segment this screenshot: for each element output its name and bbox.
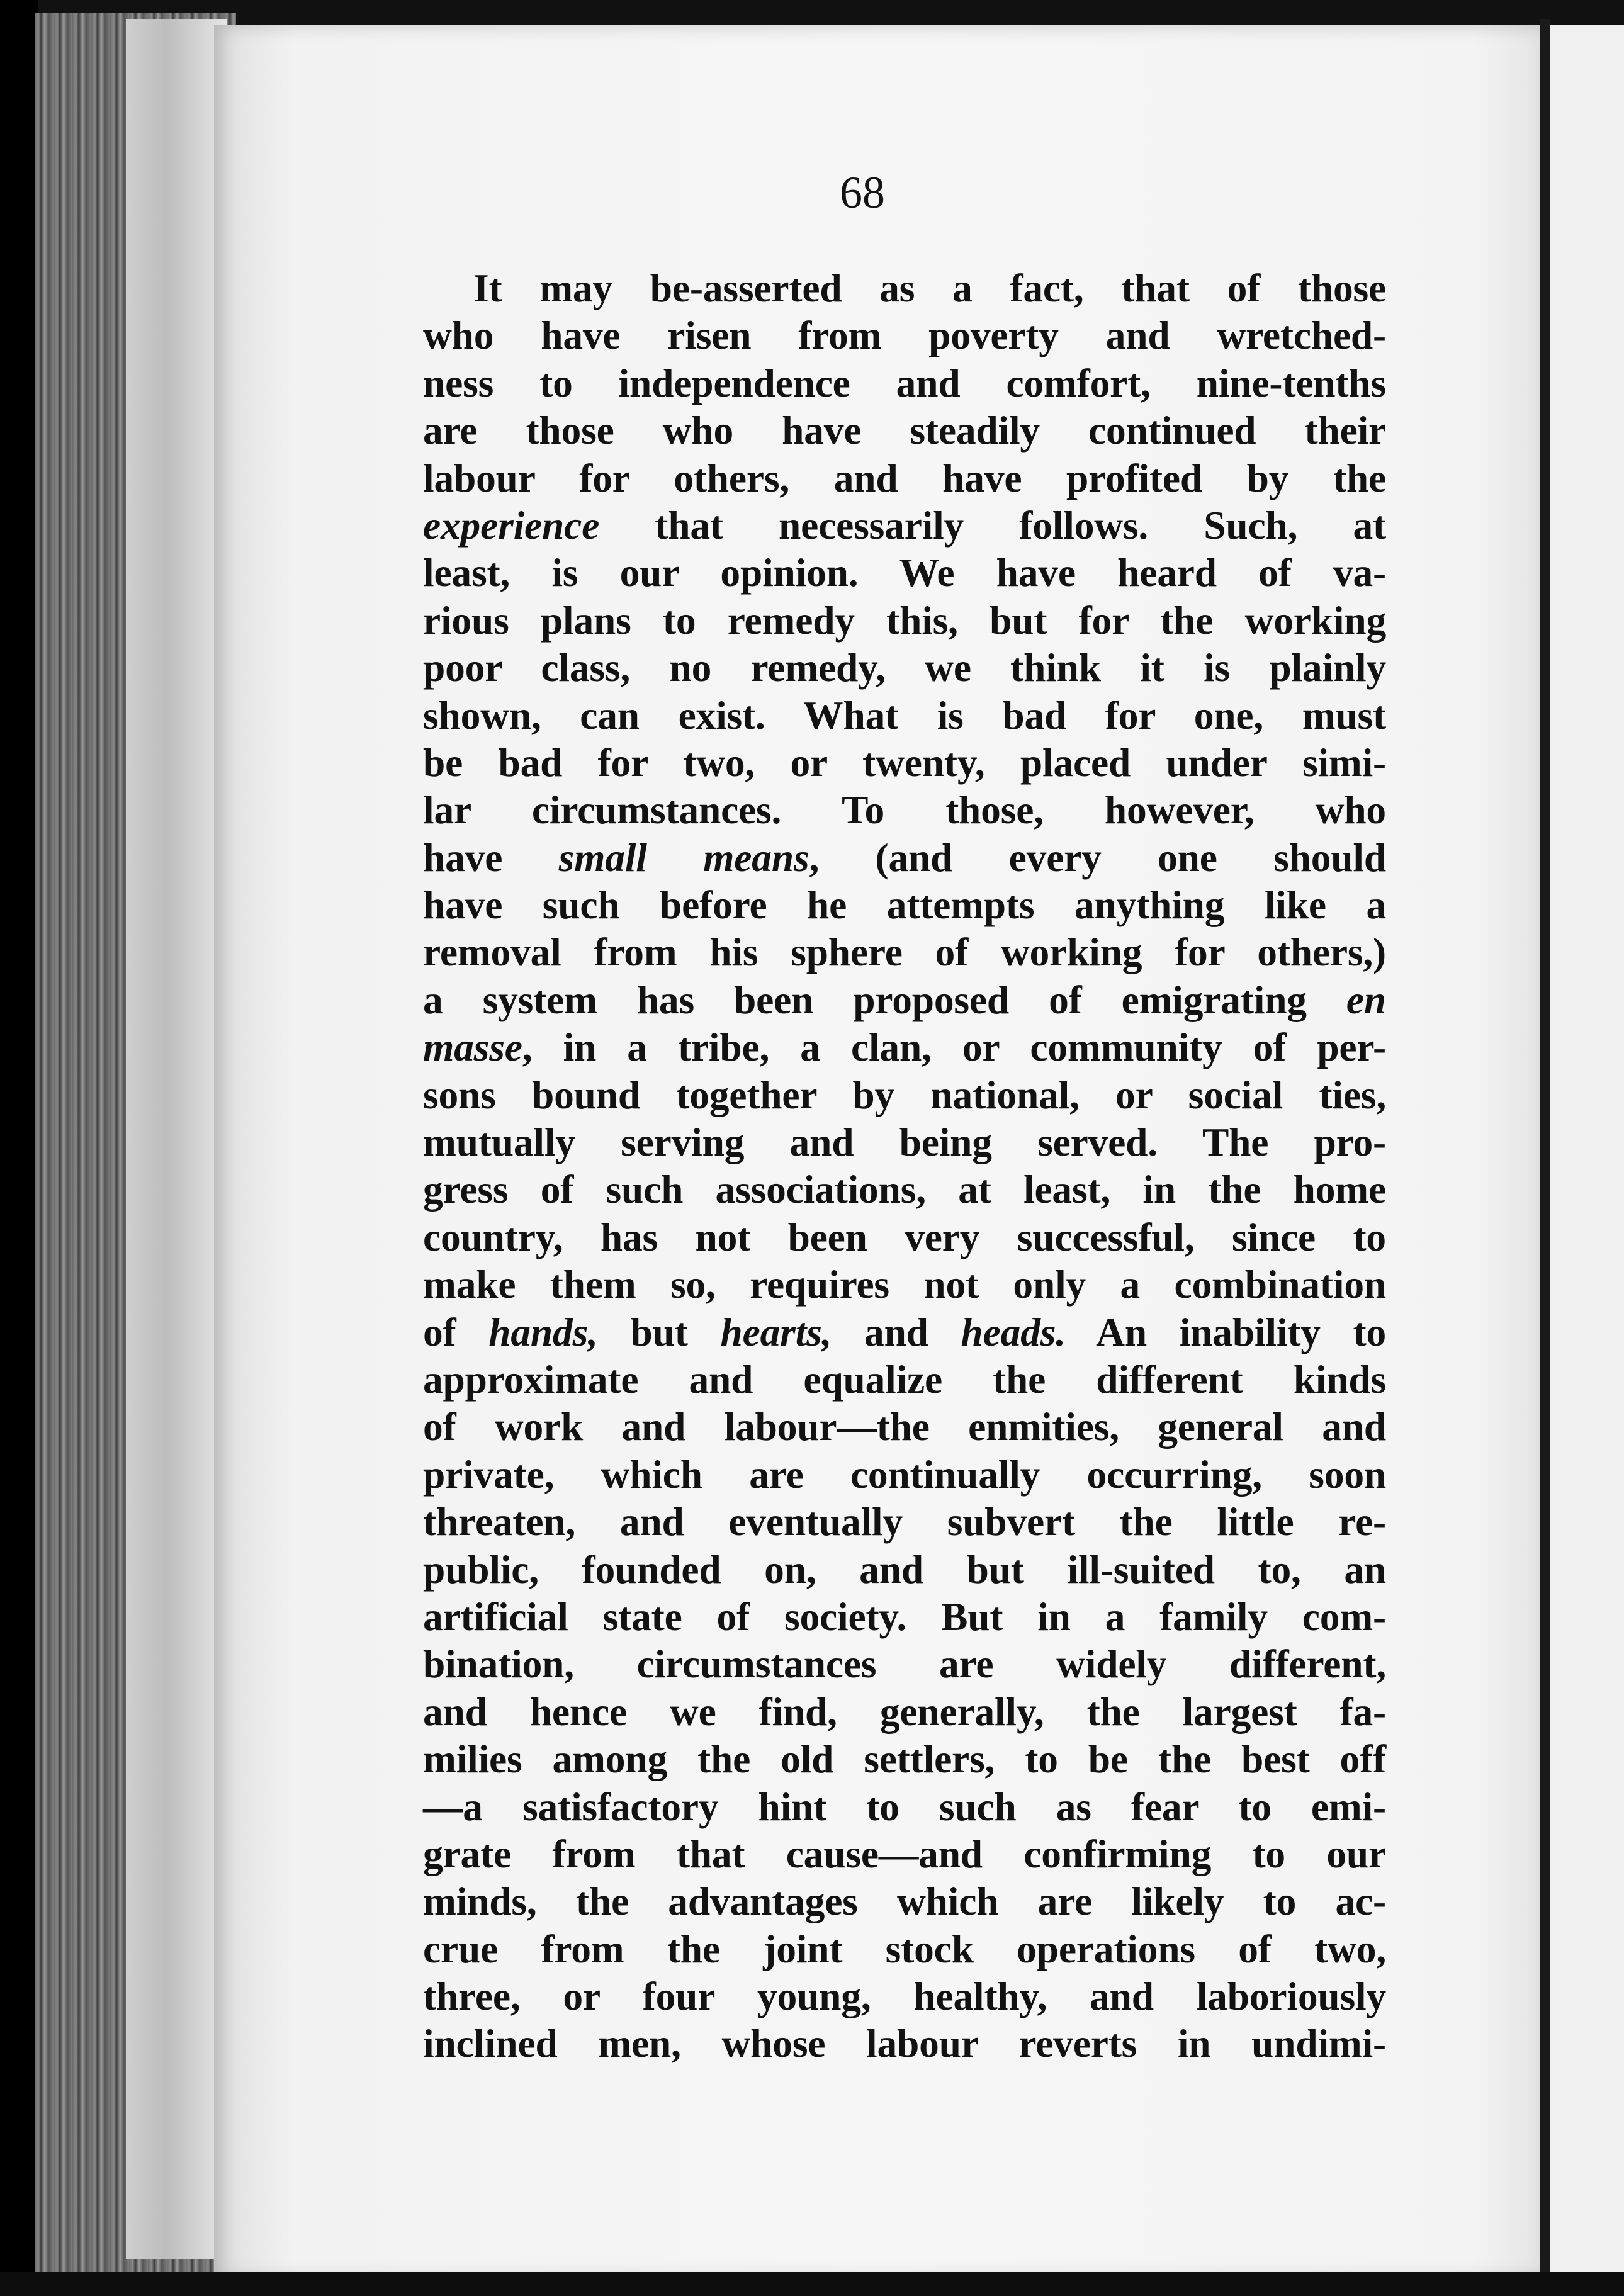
text-line: of hands, but hearts, and heads. An inability to (423, 1309, 1386, 1354)
book-page-edges-inner (126, 19, 227, 2259)
text-line: masse, in a tribe, a clan, or community of per- (423, 1025, 1386, 1070)
text-line: poor class, no remedy, we think it is plainly (423, 645, 1386, 690)
text-line: are those who have steadily continued their (423, 408, 1386, 453)
text-line: removal from his sphere of working for others,) (423, 930, 1386, 975)
text-line: rious plans to remedy this, but for the working (423, 597, 1386, 643)
text-line: country, has not been very successful, since to (423, 1214, 1386, 1259)
text-line: sons bound together by national, or social ties, (423, 1072, 1386, 1117)
text-line: grate from that cause—and confirming to our (423, 1831, 1386, 1876)
book-spine-shadow (0, 0, 38, 2296)
text-line: lar circumstances. To those, however, who (423, 787, 1386, 833)
text-line: be bad for two, or twenty, placed under simi- (423, 740, 1386, 785)
text-line: crue from the joint stock operations of two, (423, 1926, 1386, 1971)
text-line: shown, can exist. What is bad for one, must (423, 692, 1386, 738)
text-line: least, is our opinion. We have heard of va- (423, 550, 1386, 595)
italic-text: hearts, (720, 1309, 832, 1354)
text-line: minds, the advantages which are likely to ac- (423, 1879, 1386, 1924)
text-line: make them so, requires not only a combination (423, 1262, 1386, 1307)
italic-text: en (1346, 977, 1386, 1022)
text-line: experience that necessarily follows. Such, at (423, 502, 1386, 548)
text-line: ness to independence and comfort, nine-tenths (423, 360, 1386, 405)
text-line: who have risen from poverty and wretched- (423, 313, 1386, 358)
italic-text: small means (558, 835, 809, 880)
text-line: have small means, (and every one should (423, 835, 1386, 880)
text-line: have such before he attempts anything like a (423, 882, 1386, 928)
italic-text: experience (423, 502, 600, 548)
next-page-edge (1550, 25, 1624, 2278)
text-line: bination, circumstances are widely different, (423, 1641, 1386, 1687)
page-gutter (1540, 19, 1550, 2278)
text-line: public, founded on, and but ill-suited to, an (423, 1546, 1386, 1592)
text-line: private, which are continually occurring, soon (423, 1451, 1386, 1497)
text-line: and hence we find, generally, the largest fa- (423, 1689, 1386, 1734)
text-line: of work and labour—the enmities, general and (423, 1404, 1386, 1449)
text-line: approximate and equalize the different kinds (423, 1356, 1386, 1402)
italic-text: hands, (488, 1309, 598, 1354)
text-line: milies among the old settlers, to be the best off (423, 1736, 1386, 1782)
italic-text: masse (423, 1025, 522, 1070)
body-text (423, 264, 1386, 2068)
text-line: mutually serving and being served. The pro- (423, 1120, 1386, 1165)
text-line: gress of such associations, at least, in the home (423, 1167, 1386, 1212)
text-line: three, or four young, healthy, and laboriously (423, 1974, 1386, 2019)
text-line: threaten, and eventually subvert the little re- (423, 1499, 1386, 1545)
text-line: It may be-asserted as a fact, that of those (473, 266, 1386, 310)
text-line: artificial state of society. But in a family com- (423, 1594, 1386, 1639)
scan-bottom-edge (0, 2272, 1624, 2296)
text-line: a system has been proposed of emigrating en (423, 977, 1386, 1022)
italic-text: heads. (961, 1309, 1066, 1354)
page-number: 68 (840, 167, 885, 218)
text-line: labour for others, and have profited by the (423, 455, 1386, 500)
text-line: inclined men, whose labour reverts in undimi- (423, 2021, 1386, 2066)
text-line: —a satisfactory hint to such as fear to emi- (423, 1784, 1386, 1829)
